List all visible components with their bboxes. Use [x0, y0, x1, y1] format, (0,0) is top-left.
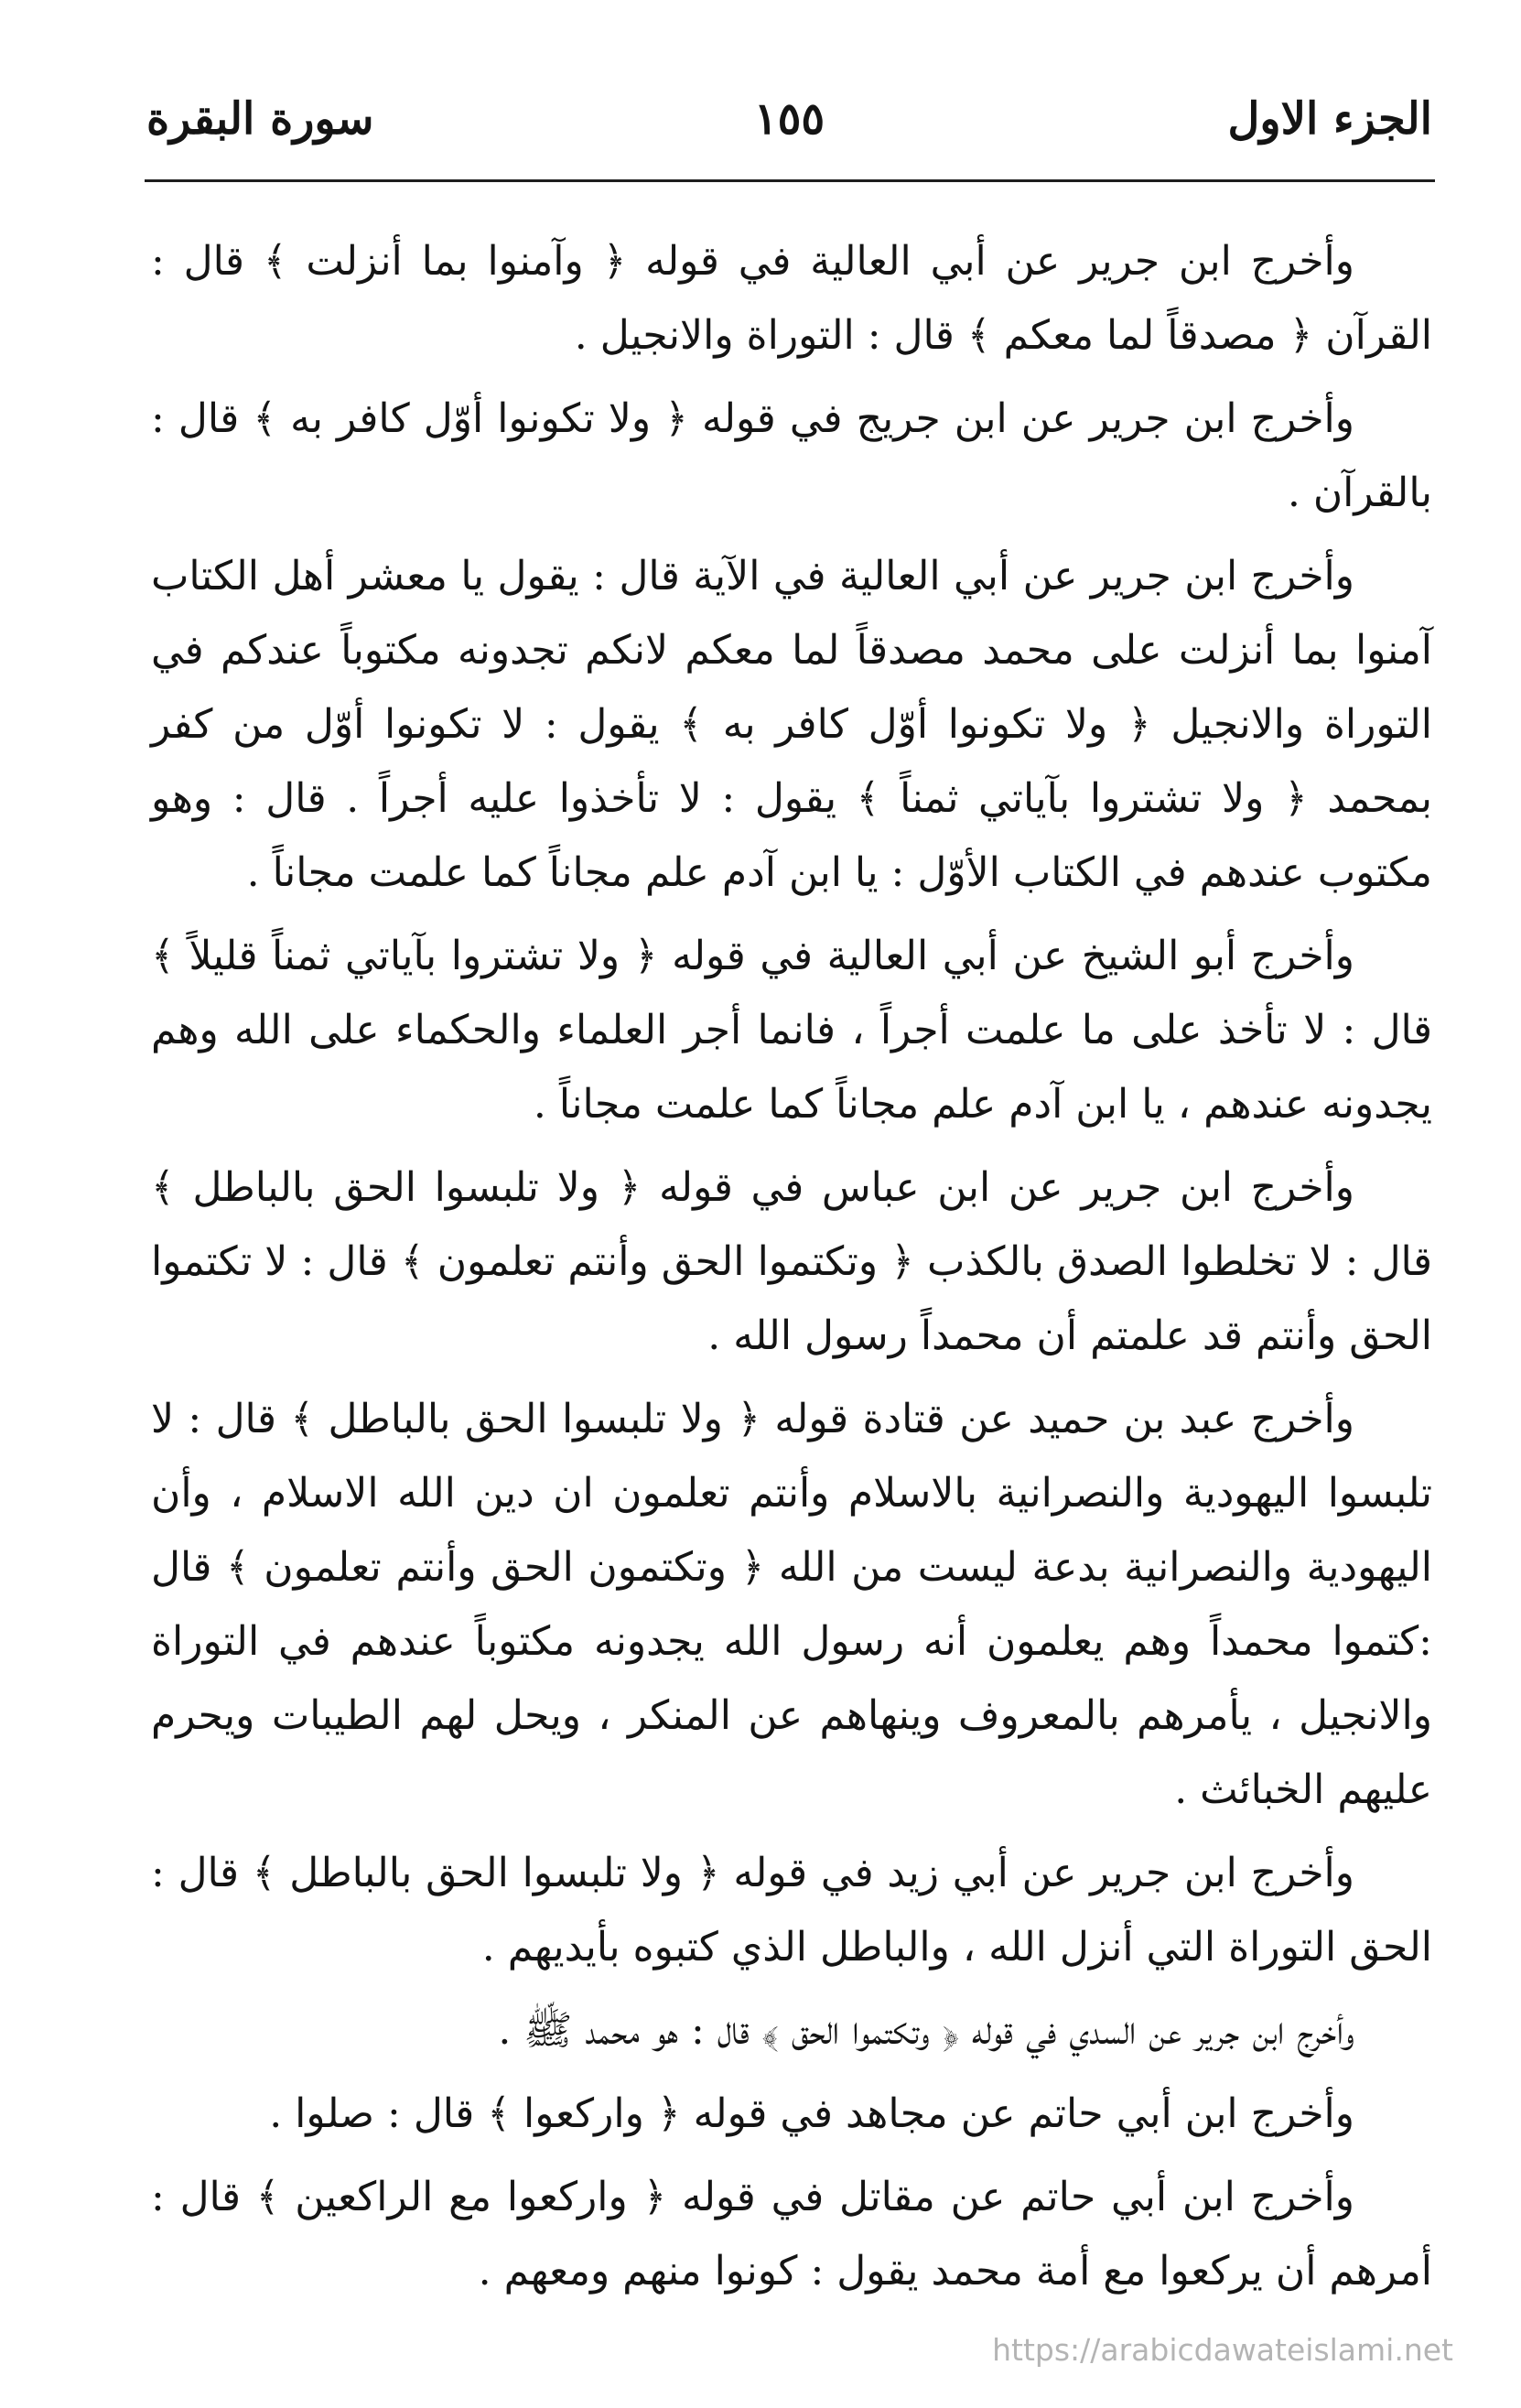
paragraph: وأخرج ابن جرير عن السدي في قوله ﴿ وتكتموا الحق ﴾ قال : هو محمد ﷺ . [498, 2007, 1354, 2054]
paragraph: وأخرج ابن جرير عن ابن جريج في قوله ﴿ ولا تكونوا أوّل كافر به ﴾ قال : بالقرآن . [151, 395, 1432, 516]
surah-title: سورة البقرة [146, 93, 374, 145]
page-header [146, 78, 1432, 160]
paragraph: وأخرج أبو الشيخ عن أبي العالية في قوله ﴿ ولا تشتروا بآياتي ثمناً قليلاً ﴾ قال : لا تأخذ على ما علمت أجراً ، فانما أجر العلماء والحكماء على الله وهم يجدونه عندهم ، يا ابن آدم علم مجاناً كما علمت مجاناً . [151, 933, 1432, 1128]
paragraph: وأخرج ابن جرير عن أبي زيد في قوله ﴿ ولا تلبسوا الحق بالباطل ﴾ قال : الحق التوراة التي أنزل الله ، والباطل الذي كتبوه بأيديهم . [151, 1850, 1432, 1971]
paragraph: وأخرج ابن أبي حاتم عن مجاهد في قوله ﴿ واركعوا ﴾ قال : صلوا . [269, 2090, 1354, 2137]
page-number: ١٥٥ [753, 93, 825, 145]
paragraph: وأخرج ابن جرير عن ابن عباس في قوله ﴿ ولا تلبسوا الحق بالباطل ﴾ قال : لا تخلطوا الصدق بالكذب ﴿ وتكتموا الحق وأنتم تعلمون ﴾ قال : لا تكتموا الحق وأنتم قد علمتم أن محمداً رسول الله . [151, 1164, 1432, 1359]
part-label: الجزء الاول [1227, 93, 1432, 145]
paragraph: وأخرج عبد بن حميد عن قتادة قوله ﴿ ولا تلبسوا الحق بالباطل ﴾ قال : لا تلبسوا اليهودية والنصرانية بالاسلام وأنتم تعلمون ان دين الله الاسلام ، وأن اليهودية والنصرانية بدعة ليست من الله ﴿ وتكتمون الحق وأنتم تعلمون ﴾ قال :كتموا محمداً وهم يعلمون أنه رسول الله يجدونه مكتوباً عندهم في التوراة والانجيل ، يأمرهم بالمعروف وينهاهم عن المنكر ، ويحل لهم الطيبات ويحرم عليهم الخبائث . [151, 1396, 1432, 1813]
header-divider [145, 179, 1435, 182]
paragraph: وأخرج ابن أبي حاتم عن مقاتل في قوله ﴿ واركعوا مع الراكعين ﴾ قال : أمرهم أن يركعوا مع أمة محمد يقول : كونوا منهم ومعهم . [151, 2174, 1432, 2295]
page-body [151, 224, 1432, 2317]
paragraph: وأخرج ابن جرير عن أبي العالية في قوله ﴿ وآمنوا بما أنزلت ﴾ قال : القرآن ﴿ مصدقاً لما معكم ﴾ قال : التوراة والانجيل . [151, 238, 1432, 359]
paragraph: وأخرج ابن جرير عن أبي العالية في الآية قال : يقول يا معشر أهل الكتاب آمنوا بما أنزلت على محمد مصدقاً لما معكم لانكم تجدونه مكتوباً عندكم في التوراة والانجيل ﴿ ولا تكونوا أوّل كافر به ﴾ يقول : لا تكونوا أوّل من كفر بمحمد ﴿ ولا تشتروا بآياتي ثمناً ﴾ يقول : لا تأخذوا عليه أجراً . قال : وهو مكتوب عندهم في الكتاب الأوّل : يا ابن آدم علم مجاناً كما علمت مجاناً . [151, 553, 1432, 896]
watermark-url: https://arabicdawateislami.net [992, 2332, 1453, 2368]
